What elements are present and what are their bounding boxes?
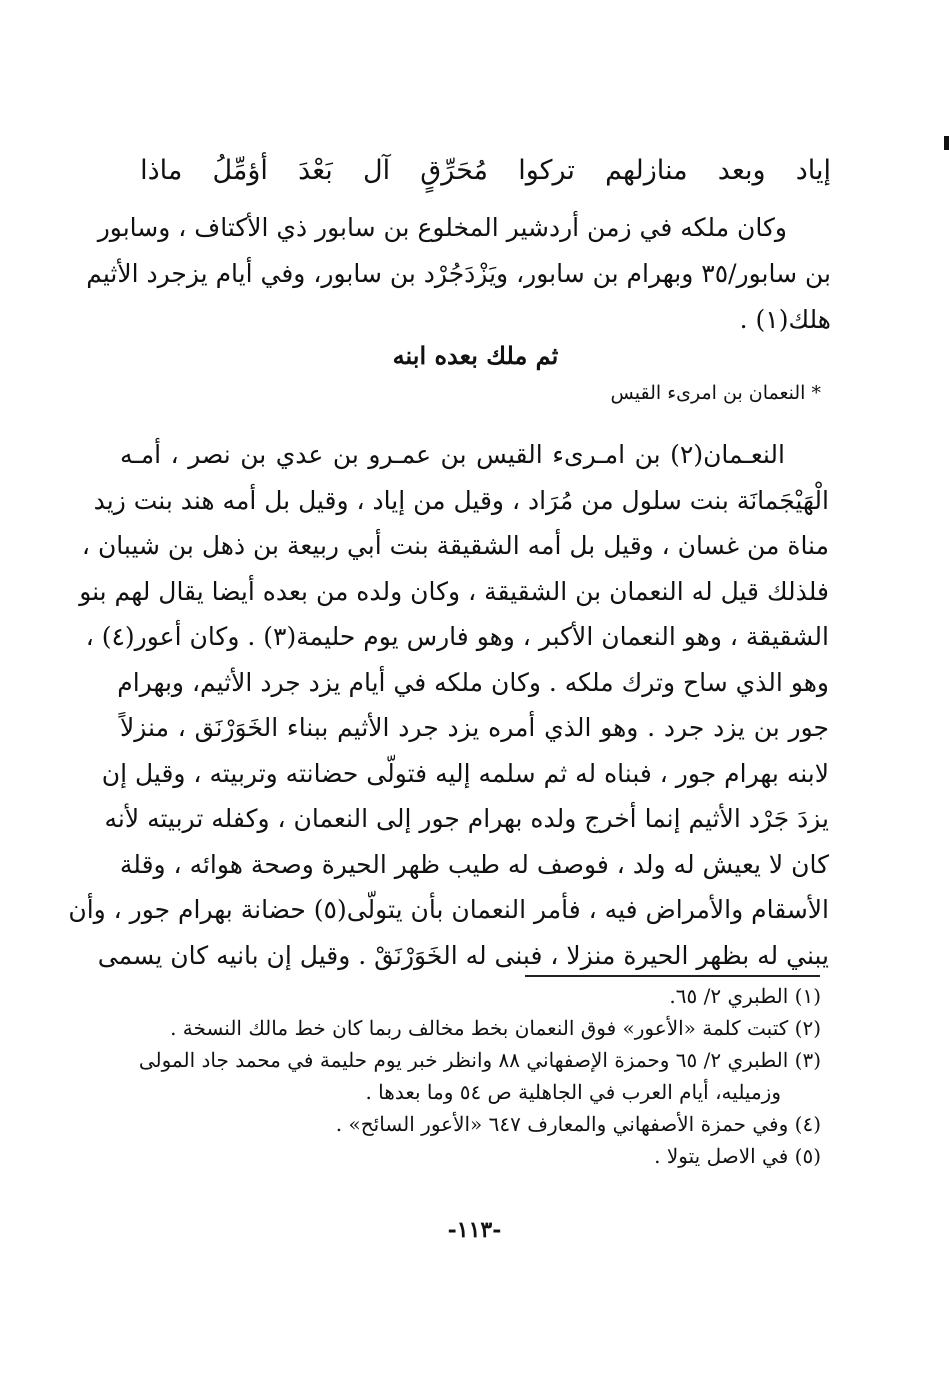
body-line: النعـمان(٢) بن امـرىء القيس بن عمـرو بن عدي بن نصر ، أمـه xyxy=(120,440,785,469)
poem-word: وبعد xyxy=(717,154,766,186)
body-line: يبني له بظهر الحيرة منزلا ، فبنى له الخَوَرْنَقْ . وقيل إن بانيه كان يسمى xyxy=(97,940,829,970)
scan-edge-mark xyxy=(944,136,949,150)
page-number: -١١٣- xyxy=(447,1217,502,1243)
body-line: وهو الذي ساح وترك ملكه . وكان ملكه في أيام يزد جرد الأثيم، وبهرام xyxy=(117,667,829,697)
poem-word: أؤمِّلُ xyxy=(212,154,268,186)
poem-word: إياد xyxy=(795,154,831,186)
poem-word: مُحَرِّقٍ xyxy=(420,154,489,186)
footnote: (٣) الطبري ٢/ ٦٥ وحمزة الإصفهاني ٨٨ وانظر خبر يوم حليمة في محمد جاد المولى xyxy=(138,1048,821,1072)
body-line: كان لا يعيش له ولد ، فوصف له طيب ظهر الحيرة وصحة هوائه ، وقلة xyxy=(119,849,829,879)
body-text xyxy=(68,432,829,978)
paragraph-line: هلك(١) . xyxy=(739,305,831,334)
body-line: لابنه بهرام جور ، فبناه له ثم سلمه إليه فتولّى حضانته وتربيته ، وقيل إن xyxy=(101,758,829,788)
footnote: (٤) وفي حمزة الأصفهاني والمعارف ٦٤٧ «الأعور السائح» . xyxy=(335,1112,821,1136)
poem-word: آل xyxy=(362,154,391,186)
body-line: يزدَ جَرْد الأثيم إنما أخرج ولده بهرام جور إلى النعمان ، وكفله تربيته لأنه xyxy=(104,804,829,833)
footnote-divider xyxy=(525,975,820,977)
section-heading: ثم ملك بعده ابنه xyxy=(392,341,559,370)
footnote: (٢) كتبت كلمة «الأعور» فوق النعمان بخط مخالف ربما كان خط مالك النسخة . xyxy=(170,1016,821,1040)
paragraph-line: وكان ملكه في زمن أردشير المخلوع بن سابور ذي الأكتاف ، وسابور xyxy=(97,213,787,242)
body-line: جور بن يزد جرد . وهو الذي أمره يزد جرد الأثيم ببناء الخَوَرْنَق ، منزلاً xyxy=(120,713,829,742)
body-line: فلذلك قيل له النعمان بن الشقيقة ، وكان ولده من بعده أيضا يقال لهم بنو xyxy=(79,576,829,606)
section-subheading: * النعمان بن امرىء القيس xyxy=(610,382,821,404)
poem-word: منازلهم xyxy=(605,154,688,186)
body-line: الشقيقة ، وهو النعمان الأكبر ، وهو فارس يوم حليمة(٣) . وكان أعور(٤) ، xyxy=(85,622,829,651)
poem-verse xyxy=(140,148,831,192)
footnote: (٥) في الاصل يتولا . xyxy=(654,1144,821,1168)
intro-paragraph xyxy=(86,205,831,343)
body-line: مناة من غسان ، وقيل بل أمه الشقيقة بنت أبي ربيعة بن ذهل بن شيبان ، xyxy=(81,531,829,560)
poem-word: ماذا xyxy=(140,154,183,186)
footnotes xyxy=(130,980,821,1172)
body-line: الْهَيْجَمانَة بنت سلول من مُرَاد ، وقيل من إياد ، وقيل بل أمه هند بنت زيد xyxy=(93,485,829,515)
footnote: (١) الطبري ٢/ ٦٥. xyxy=(669,984,821,1008)
body-line: الأسقام والأمراض فيه ، فأمر النعمان بأن يتولّى(٥) حضانة بهرام جور ، وأن xyxy=(68,895,829,924)
paragraph-line: بن سابور/٣٥ وبهرام بن سابور، ويَزْدَجُرْد بن سابور، وفي أيام يزجرد الأثيم xyxy=(86,259,831,288)
poem-word: بَعْدَ xyxy=(298,154,333,186)
footnote-continuation: وزميليه، أيام العرب في الجاهلية ص ٥٤ وما بعدها . xyxy=(365,1080,781,1104)
poem-word: تركوا xyxy=(518,154,575,186)
